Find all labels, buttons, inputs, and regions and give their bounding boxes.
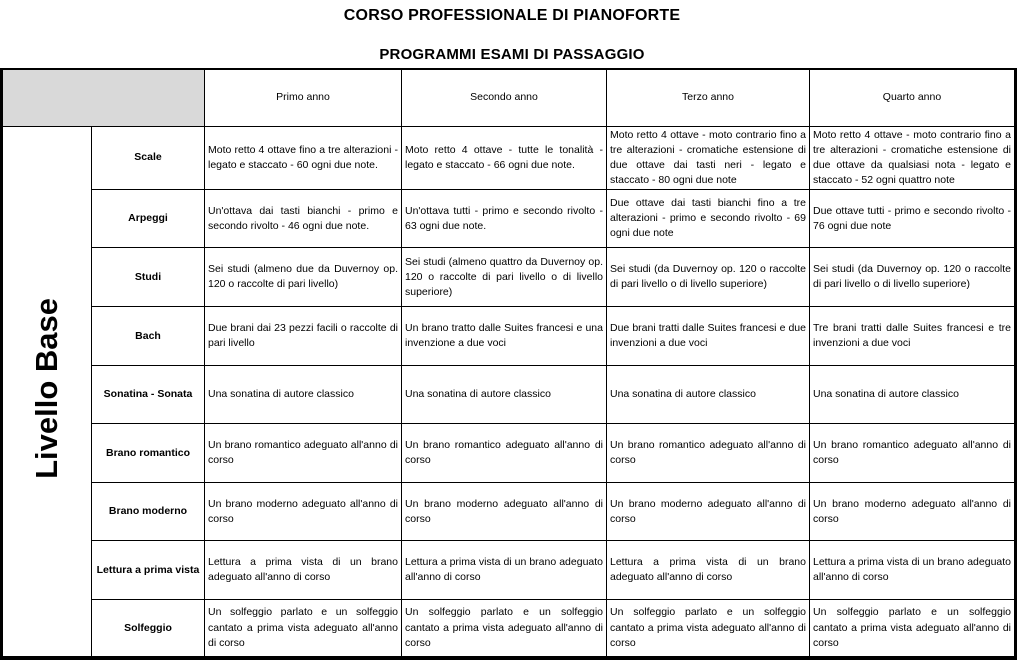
cell-lettura-anno-3: Lettura a prima vista di un brano adeguato all'anno di corso bbox=[607, 541, 810, 600]
cell-sonatina-anno-1: Una sonatina di autore classico bbox=[205, 366, 402, 424]
table-row-brano-romantico bbox=[2, 424, 1016, 483]
cell-romantico-anno-3: Un brano romantico adeguato all'anno di corso bbox=[607, 424, 810, 483]
cell-bach-anno-1: Due brani dai 23 pezzi facili o raccolte di pari livello bbox=[205, 307, 402, 366]
cell-romantico-anno-2: Un brano romantico adeguato all'anno di corso bbox=[402, 424, 607, 483]
row-label-sonatina-sonata: Sonatina - Sonata bbox=[92, 366, 205, 424]
document-title: CORSO PROFESSIONALE DI PIANOFORTE bbox=[343, 7, 681, 24]
cell-studi-anno-4: Sei studi (da Duvernoy op. 120 o raccolte di pari livello o di livello superiore) bbox=[810, 248, 1016, 307]
column-header-primo-anno: Primo anno bbox=[205, 69, 402, 126]
corner-cell bbox=[2, 69, 205, 126]
cell-bach-anno-2: Un brano tratto dalle Suites francesi e una invenzione a due voci bbox=[402, 307, 607, 366]
document-subtitle: PROGRAMMI ESAMI DI PASSAGGIO bbox=[379, 46, 645, 63]
cell-arpeggi-anno-2: Un'ottava tutti - primo e secondo rivolto - 63 ogni due note. bbox=[402, 190, 607, 248]
cell-moderno-anno-2: Un brano moderno adeguato all'anno di corso bbox=[402, 483, 607, 541]
cell-arpeggi-anno-4: Due ottave tutti - primo e secondo rivolto - 76 ogni due note bbox=[810, 190, 1016, 248]
row-label-studi: Studi bbox=[92, 248, 205, 307]
cell-solfeggio-anno-1: Un solfeggio parlato e un solfeggio cantato a prima vista adeguato all'anno di corso bbox=[205, 600, 402, 658]
cell-moderno-anno-3: Un brano moderno adeguato all'anno di corso bbox=[607, 483, 810, 541]
cell-scale-anno-2: Moto retto 4 ottave - tutte le tonalità - legato e staccato - 66 ogni due note. bbox=[402, 126, 607, 190]
cell-lettura-anno-1: Lettura a prima vista di un brano adeguato all'anno di corso bbox=[205, 541, 402, 600]
table-row-lettura-a-prima-vista bbox=[2, 541, 1016, 600]
cell-bach-anno-3: Due brani tratti dalle Suites francesi e due invenzioni a due voci bbox=[607, 307, 810, 366]
cell-lettura-anno-4: Lettura a prima vista di un brano adeguato all'anno di corso bbox=[810, 541, 1016, 600]
column-header-quarto-anno: Quarto anno bbox=[810, 69, 1016, 126]
row-label-arpeggi: Arpeggi bbox=[92, 190, 205, 248]
cell-lettura-anno-2: Lettura a prima vista di un brano adeguato all'anno di corso bbox=[402, 541, 607, 600]
cell-sonatina-anno-2: Una sonatina di autore classico bbox=[402, 366, 607, 424]
cell-moderno-anno-4: Un brano moderno adeguato all'anno di corso bbox=[810, 483, 1016, 541]
cell-scale-anno-4: Moto retto 4 ottave - moto contrario fino a tre alterazioni - cromatiche estensione di due ottave da qualsiasi nota - legato e staccato - 52 ogni quattro note bbox=[810, 126, 1016, 190]
cell-studi-anno-3: Sei studi (da Duvernoy op. 120 o raccolte di pari livello o di livello superiore) bbox=[607, 248, 810, 307]
cell-studi-anno-1: Sei studi (almeno due da Duvernoy op. 120 o raccolte di pari livello) bbox=[205, 248, 402, 307]
cell-scale-anno-1: Moto retto 4 ottave fino a tre alterazioni - legato e staccato - 60 ogni due note. bbox=[205, 126, 402, 190]
cell-solfeggio-anno-4: Un solfeggio parlato e un solfeggio cantato a prima vista adeguato all'anno di corso bbox=[810, 600, 1016, 658]
cell-moderno-anno-1: Un brano moderno adeguato all'anno di corso bbox=[205, 483, 402, 541]
cell-solfeggio-anno-3: Un solfeggio parlato e un solfeggio cantato a prima vista adeguato all'anno di corso bbox=[607, 600, 810, 658]
table-row-scale bbox=[2, 126, 1016, 190]
level-label: Livello Base bbox=[28, 298, 64, 480]
table-row-studi bbox=[2, 248, 1016, 307]
column-header-terzo-anno: Terzo anno bbox=[607, 69, 810, 126]
cell-scale-anno-3: Moto retto 4 ottave - moto contrario fino a tre alterazioni - cromatiche estensione di due ottave dai tasti neri - legato e staccato - 80 ogni due note bbox=[607, 126, 810, 190]
cell-romantico-anno-1: Un brano romantico adeguato all'anno di corso bbox=[205, 424, 402, 483]
cell-studi-anno-2: Sei studi (almeno quattro da Duvernoy op. 120 o raccolte di pari livello o di livello superiore) bbox=[402, 248, 607, 307]
table-row-arpeggi bbox=[2, 190, 1016, 248]
row-label-brano-moderno: Brano moderno bbox=[92, 483, 205, 541]
row-label-bach: Bach bbox=[92, 307, 205, 366]
row-label-solfeggio: Solfeggio bbox=[92, 600, 205, 658]
row-label-brano-romantico: Brano romantico bbox=[92, 424, 205, 483]
row-label-scale: Scale bbox=[92, 126, 205, 190]
row-label-lettura-a-prima-vista: Lettura a prima vista bbox=[92, 541, 205, 600]
cell-sonatina-anno-3: Una sonatina di autore classico bbox=[607, 366, 810, 424]
table-header-row bbox=[2, 69, 1016, 126]
table-row-brano-moderno bbox=[2, 483, 1016, 541]
cell-arpeggi-anno-3: Due ottave dai tasti bianchi fino a tre alterazioni - primo e secondo rivolto - 69 ogni due note bbox=[607, 190, 810, 248]
table-row-bach bbox=[2, 307, 1016, 366]
cell-arpeggi-anno-1: Un'ottava dai tasti bianchi - primo e secondo rivolto - 46 ogni due note. bbox=[205, 190, 402, 248]
table-row-solfeggio bbox=[2, 600, 1016, 658]
table-row-sonatina-sonata bbox=[2, 366, 1016, 424]
level-cell bbox=[2, 126, 92, 658]
cell-solfeggio-anno-2: Un solfeggio parlato e un solfeggio cantato a prima vista adeguato all'anno di corso bbox=[402, 600, 607, 658]
cell-sonatina-anno-4: Una sonatina di autore classico bbox=[810, 366, 1016, 424]
cell-romantico-anno-4: Un brano romantico adeguato all'anno di corso bbox=[810, 424, 1016, 483]
column-header-secondo-anno: Secondo anno bbox=[402, 69, 607, 126]
exam-program-table bbox=[0, 68, 1017, 660]
cell-bach-anno-4: Tre brani tratti dalle Suites francesi e tre invenzioni a due voci bbox=[810, 307, 1016, 366]
